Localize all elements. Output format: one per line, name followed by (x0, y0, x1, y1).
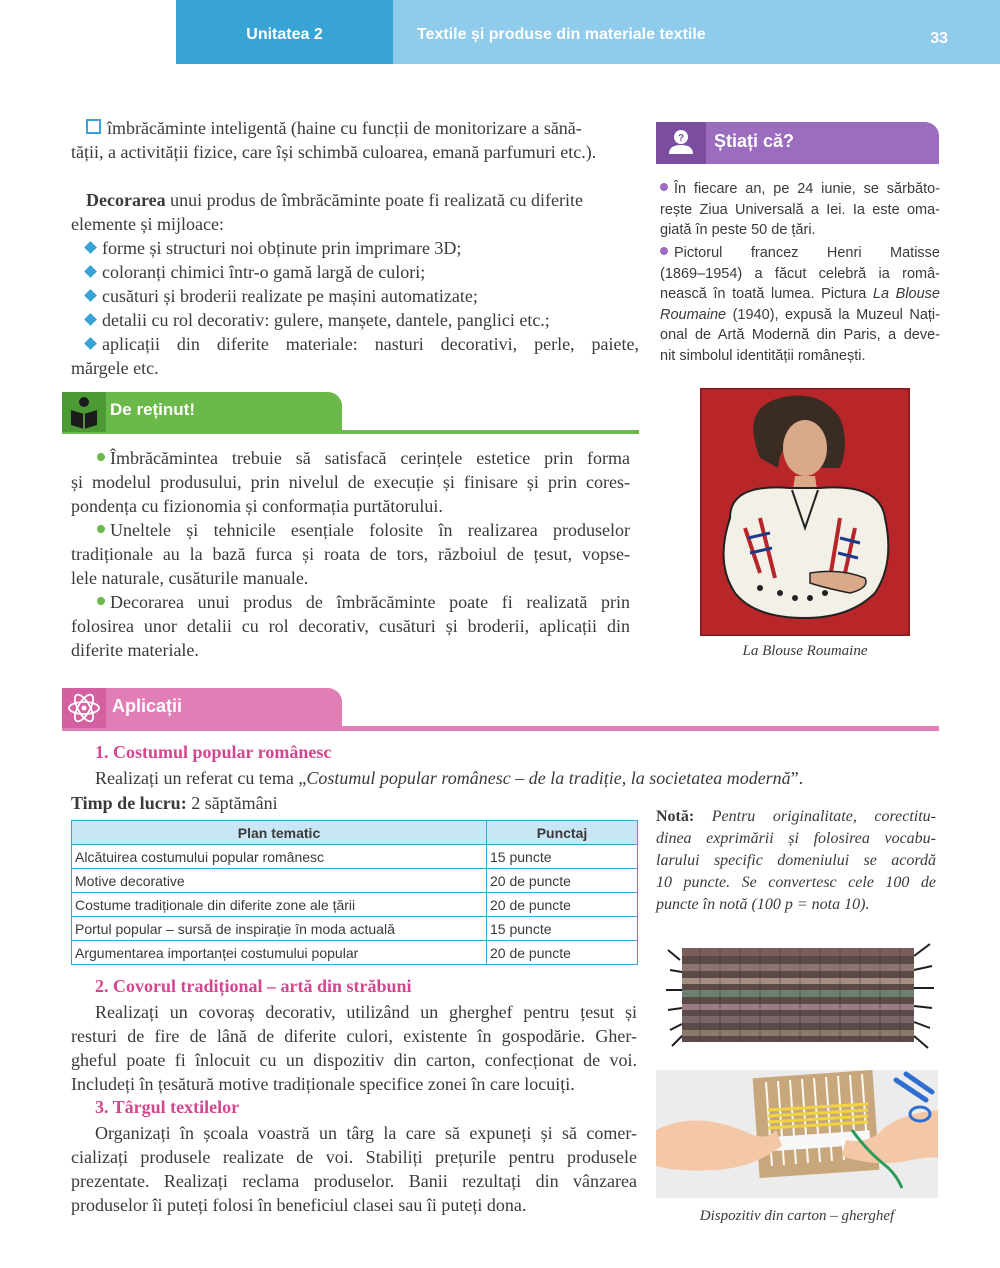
retinut-paragraph-1: Îmbrăcămintea trebuie să satisfacă cerințele estetice prin forma și modelul produsului, prin nivelul de execuție și finisare și prin cores- pondența cu fizionomia și conformația purtătorului. (71, 448, 630, 516)
atom-icon (62, 688, 106, 728)
app3-title: 3. Târgul textilelor (95, 1097, 240, 1117)
stiati-icon-box (656, 122, 706, 164)
work-time: Timp de lucru: 2 săptămâni (71, 793, 278, 813)
stiati-title: Știați că? (714, 131, 795, 151)
list-item: forme și structuri noi obținute prin imprimare 3D; (82, 236, 550, 260)
app2-text: Realizați un covoraș decorativ, utilizând un gherghef pentru țesut și resturi de fire de lână de diferite culori, existente în gospodărie. Gher- gheful poate fi înlocuit cu un dispozitiv din carton, confecționat de voi. Includeți în țesătură motive tradiționale specifice zonei în care locuiți. (71, 1002, 637, 1094)
list-item: cusături și broderii realizate pe mașini automatizate; (82, 284, 550, 308)
app2-title: 2. Covorul tradițional – artă din străbuni (95, 976, 412, 996)
retinut-paragraph-3: Decorarea unui produs de îmbrăcăminte poate fi realizată prin folosirea unor detalii cu rol decorativ, cusături și broderii, aplicații din diferite materiale. (71, 592, 630, 660)
painting-la-blouse-roumaine (700, 388, 910, 636)
intro-item-cont: tății, a activității fizice, care își schimbă culoarea, emană parfumuri etc.). (71, 142, 597, 162)
green-bullet-icon (97, 525, 105, 533)
aplicatii-icon-box (62, 688, 106, 728)
column-header-plan: Plan tematic (72, 821, 487, 845)
woven-rug-image (660, 920, 938, 1068)
page-number: 33 (930, 30, 948, 47)
table-row: Alcătuirea costumului popular românesc 15 puncte (72, 845, 638, 869)
decorare-intro: Decorarea unui produs de îmbrăcăminte poate fi realizată cu diferite (86, 190, 583, 210)
green-bullet-icon (97, 597, 105, 605)
app1-title: 1. Costumul popular românesc (95, 742, 332, 762)
diamond-bullet-icon (84, 289, 97, 302)
intro-item: îmbrăcăminte inteligentă (haine cu funcții de monitorizare a sănă- (86, 116, 639, 140)
unit-label: Unitatea 2 (176, 0, 393, 64)
plan-table (71, 820, 638, 965)
purple-bullet-icon (660, 247, 668, 255)
painting-caption: La Blouse Roumaine (742, 643, 868, 659)
decorare-list (82, 236, 550, 332)
square-bullet-icon (86, 119, 101, 134)
green-bullet-icon (97, 453, 105, 461)
aplicatii-title: Aplicații (112, 696, 183, 716)
retinut-rule (62, 430, 639, 434)
table-row: Motive decorative 20 de puncte (72, 869, 638, 893)
nota-text: Notă: Pentru originalitate, corectitu- dinea exprimării și folosirea vocabu- larului specific domeniului se acordă 10 puncte. Se convertesc cele 100 de puncte în notă (100 p = nota 10). (656, 808, 936, 913)
loom-caption: Dispozitiv din carton – gherghef (699, 1208, 895, 1224)
diamond-bullet-icon (84, 337, 97, 350)
list-item: detalii cu rol decorativ: gulere, manșete, dantele, panglici etc.; (82, 308, 550, 332)
app3-text: Organizați în școala voastră un târg la care să expuneți și să comer- cializați produsele realizate de voi. Stabiliți prețurile pentru produsele prezentate. Realizați reclama produselor. Banii rezultați din vânzarea produselor îi puteți folosi în beneficiul clasei sau îi puteți dona. (71, 1123, 637, 1215)
decorare-intro-cont: elemente și mijloace: (71, 214, 224, 234)
stiati-paragraph-1: În fiecare an, pe 24 iunie, se sărbăto- rește Ziua Universală a Iei. Ia este oma- giată în peste 50 de țări. (660, 181, 940, 238)
list-item-cont: mărgele etc. (71, 358, 159, 378)
column-header-punctaj: Punctaj (487, 821, 638, 845)
diamond-bullet-icon (84, 313, 97, 326)
retinut-title: De reținut! (110, 400, 195, 419)
list-item: aplicații din diferite materiale: nasturi decorativi, perle, paiete, (82, 332, 639, 356)
table-row: Argumentarea importanței costumului popular 20 de puncte (72, 941, 638, 965)
table-row: Costume tradiționale din diferite zone ale țării 20 de puncte (72, 893, 638, 917)
diamond-bullet-icon (84, 241, 97, 254)
app1-task: Realizați un referat cu tema „Costumul popular românesc – de la tradiție, la societatea modernă”. (95, 768, 804, 788)
aplicatii-rule (62, 726, 939, 731)
purple-bullet-icon (660, 183, 668, 191)
svg-text:?: ? (677, 133, 685, 144)
retinut-icon-box (62, 392, 106, 432)
retinut-paragraph-2: Uneltele și tehnicile esențiale folosite în realizarea produselor tradiționale au la bază furca și roata de tors, războiul de țesut, vopse- lele naturale, cusăturile manuale. (71, 520, 630, 588)
table-row: Portul popular – sursă de inspirație în moda actuală 15 puncte (72, 917, 638, 941)
diamond-bullet-icon (84, 265, 97, 278)
header-margin (0, 0, 176, 64)
cardboard-loom-image (656, 1070, 938, 1198)
list-item: coloranți chimici într-o gamă largă de culori; (82, 260, 550, 284)
stiati-paragraph-2: Pictorul francez Henri Matisse (1869–1954) a făcut celebră ia româ- nească în toată lumea. Pictura La Blouse Roumaine (1940), expusă la Muzeul Nați- onal de Artă Modernă din Paris, a deve- nit simbolul identității românești. (660, 245, 940, 364)
table-header-row (72, 821, 638, 845)
question-person-icon (656, 122, 706, 164)
chapter-title: Textile și produse din materiale textile (393, 0, 1000, 64)
reading-person-icon (62, 392, 106, 432)
